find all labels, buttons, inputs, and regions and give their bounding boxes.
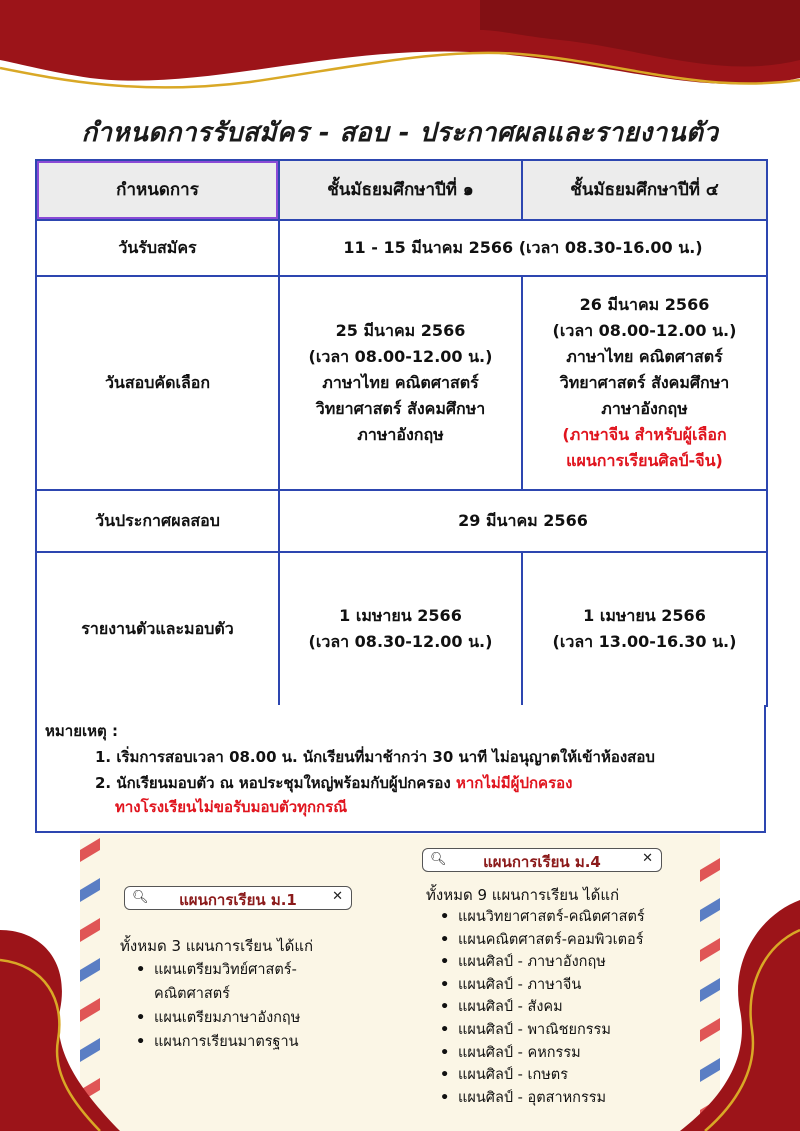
- table-row-announce: [36, 490, 767, 552]
- plan-m4-title: แผนการเรียน ม.4: [483, 853, 601, 871]
- exam-m1-line: (เวลา 08.00-12.00 น.): [308, 347, 493, 366]
- list-item: [132, 958, 300, 1006]
- plan-m1-item-1: แผนเตรียมวิทย์ศาสตร์-: [154, 962, 297, 978]
- report-m4-date: 1 เมษายน 2566: [583, 606, 706, 625]
- exam-m1-line: 25 มีนาคม 2566: [335, 321, 466, 340]
- note-item-2: [95, 771, 572, 795]
- list-item: • แผนศิลป์ - อุตสาหกรรม: [436, 1087, 645, 1110]
- exam-m4-line: (เวลา 08.00-12.00 น.): [552, 321, 737, 340]
- page-title: กำหนดการรับสมัคร - สอบ - ประกาศผลและรายงานตัว: [81, 118, 719, 148]
- list-item: • แผนศิลป์ - เกษตร: [436, 1064, 645, 1087]
- report-m1: [279, 552, 522, 706]
- header-m4: ชั้นมัธยมศึกษาปีที่ ๔: [522, 160, 767, 220]
- list-item: • แผนศิลป์ - ภาษาจีน: [436, 974, 645, 997]
- list-item: • แผนศิลป์ - คหกรรม: [436, 1042, 645, 1065]
- register-label: วันรับสมัคร: [36, 220, 279, 276]
- exam-m4-chinese-note: (ภาษาจีน สำหรับผู้เลือก: [562, 425, 727, 444]
- exam-m4-line: ภาษาอังกฤษ: [601, 399, 688, 418]
- list-item: • แผนวิทยาศาสตร์-คณิตศาสตร์: [436, 906, 645, 929]
- exam-m4-chinese-note: แผนการเรียนศิลป์-จีน): [566, 451, 723, 470]
- list-item: • แผนการเรียนมาตรฐาน: [132, 1030, 300, 1054]
- list-item: • แผนเตรียมภาษาอังกฤษ: [132, 1006, 300, 1030]
- list-item: • แผนคณิตศาสตร์-คอมพิวเตอร์: [436, 929, 645, 952]
- search-icon: 🔍︎: [430, 852, 447, 867]
- announce-value: 29 มีนาคม 2566: [279, 490, 767, 552]
- list-item: • แผนศิลป์ - ภาษาอังกฤษ: [436, 951, 645, 974]
- register-value: 11 - 15 มีนาคม 2566 (เวลา 08.30-16.00 น.): [279, 220, 767, 276]
- note-item-1: 1. เริ่มการสอบเวลา 08.00 น. นักเรียนที่มาช้ากว่า 30 นาที ไม่อนุญาตให้เข้าห้องสอบ: [95, 748, 655, 766]
- list-item: • แผนศิลป์ - พาณิชยกรรม: [436, 1019, 645, 1042]
- list-item: • แผนศิลป์ - สังคม: [436, 996, 645, 1019]
- report-label: รายงานตัวและมอบตัว: [36, 552, 279, 706]
- exam-m4-line: วิทยาศาสตร์ สังคมศึกษา: [559, 373, 730, 392]
- table-header-row: [36, 160, 767, 220]
- table-row-exam: [36, 276, 767, 490]
- plan-m1-title: แผนการเรียน ม.1: [179, 891, 297, 909]
- notes-box: [35, 705, 766, 833]
- exam-m1-line: วิทยาศาสตร์ สังคมศึกษา: [315, 399, 486, 418]
- plan-m1-list: [132, 958, 300, 1054]
- table-row-report: [36, 552, 767, 706]
- plan-m1-search-bar[interactable]: [124, 886, 352, 910]
- note-item-2-red-cont: ทางโรงเรียนไม่ขอรับมอบตัวทุกกรณี: [115, 798, 348, 816]
- note-item-2-text: 2. นักเรียนมอบตัว ณ หอประชุมใหญ่พร้อมกับผู้ปกครอง: [95, 774, 456, 792]
- report-m1-time: (เวลา 08.30-12.00 น.): [308, 632, 493, 651]
- announce-label: วันประกาศผลสอบ: [36, 490, 279, 552]
- note-item-2-red: หากไม่มีผู้ปกครอง: [455, 774, 573, 792]
- exam-m4-line: ภาษาไทย คณิตศาสตร์: [566, 347, 723, 366]
- plan-m4-intro: ทั้งหมด 9 แผนการเรียน ได้แก่: [426, 886, 620, 904]
- exam-m4-line: 26 มีนาคม 2566: [579, 295, 710, 314]
- plan-m1-item-1-cont: คณิตศาสตร์: [154, 986, 230, 1002]
- close-icon[interactable]: ✕: [332, 889, 343, 904]
- plan-m4-list: [436, 906, 645, 1109]
- notes-heading: หมายเหตุ :: [45, 722, 118, 740]
- header-m1: ชั้นมัธยมศึกษาปีที่ ๑: [279, 160, 522, 220]
- report-m4-time: (เวลา 13.00-16.30 น.): [552, 632, 737, 651]
- schedule-table: [35, 159, 768, 707]
- header-schedule: กำหนดการ: [36, 160, 279, 220]
- plan-m4-search-bar[interactable]: [422, 848, 662, 872]
- plan-m1-intro: ทั้งหมด 3 แผนการเรียน ได้แก่: [120, 937, 314, 955]
- report-m1-date: 1 เมษายน 2566: [339, 606, 462, 625]
- close-icon[interactable]: ✕: [642, 851, 653, 866]
- report-m4: [522, 552, 767, 706]
- exam-m1-line: ภาษาไทย คณิตศาสตร์: [322, 373, 479, 392]
- search-icon: 🔍︎: [132, 890, 149, 905]
- table-row-register: [36, 220, 767, 276]
- exam-m1-line: ภาษาอังกฤษ: [357, 425, 444, 444]
- exam-label: วันสอบคัดเลือก: [36, 276, 279, 490]
- exam-m4: [522, 276, 767, 490]
- exam-m1: [279, 276, 522, 490]
